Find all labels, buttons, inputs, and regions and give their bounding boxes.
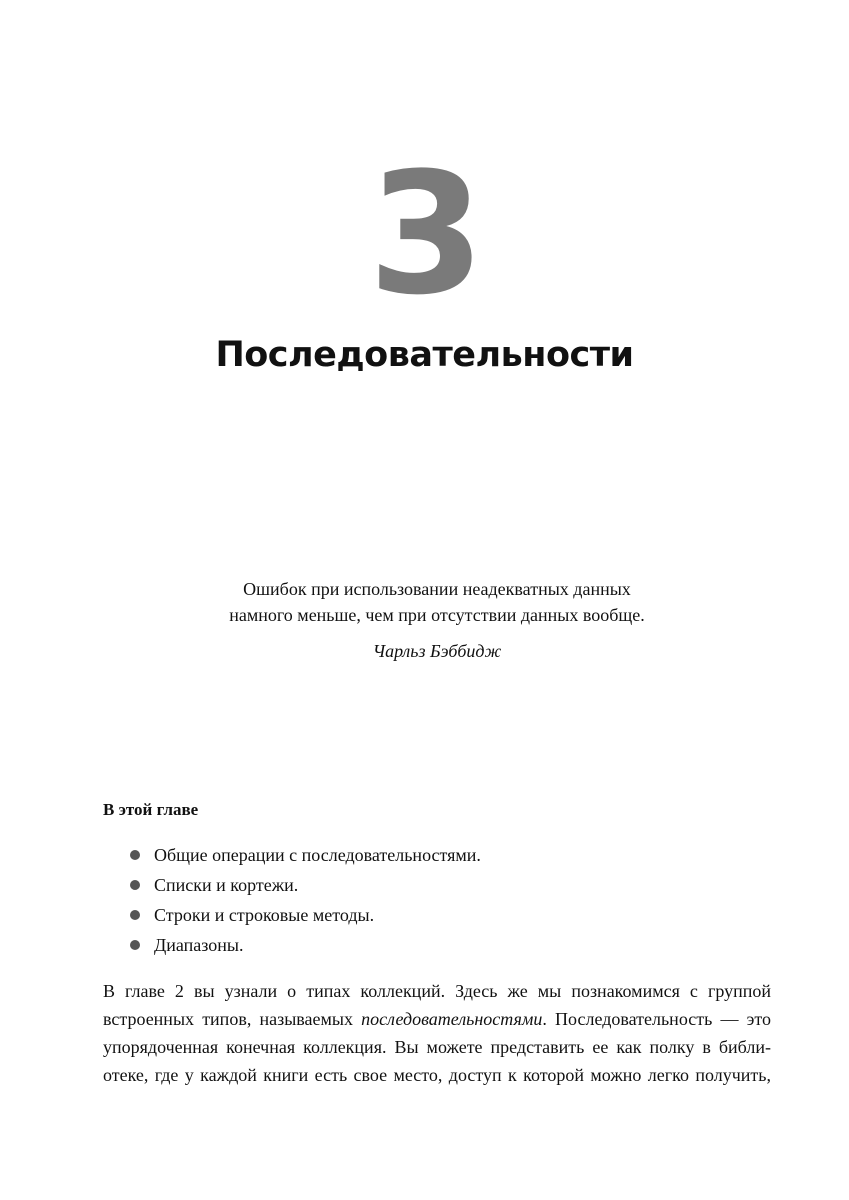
bullet-icon <box>130 910 140 920</box>
list-item-text: Списки и кортежи. <box>154 875 299 895</box>
body-paragraph <box>103 977 771 1089</box>
list-item-text: Строки и строковые методы. <box>154 905 375 925</box>
list-item <box>130 840 481 870</box>
epigraph-line: намного меньше, чем при отсутствии данных вообще. <box>229 605 645 625</box>
list-item-text: Диапазоны. <box>154 935 244 955</box>
epigraph-line: Ошибок при использовании неадекватных данных <box>243 579 631 599</box>
epigraph-author: Чарльз Бэббидж <box>372 641 502 661</box>
bullet-icon <box>130 880 140 890</box>
body-line: отеке, где у каждой книги есть свое место, доступ к которой можно легко получить, <box>103 1065 771 1085</box>
chapter-title: Последовательности <box>215 335 634 375</box>
body-text-fragment: встроенных типов, называемых <box>103 1009 362 1029</box>
topic-list <box>130 840 481 960</box>
list-item <box>130 900 481 930</box>
body-text-fragment: . Последовательность — это <box>542 1009 771 1029</box>
body-line: упорядоченная конечная коллекция. Вы можете представить ее как полку в библи- <box>103 1037 771 1057</box>
in-this-chapter-heading: В этой главе <box>103 800 199 819</box>
epigraph <box>0 576 849 664</box>
body-line <box>103 1005 771 1033</box>
bullet-icon <box>130 940 140 950</box>
term-emphasis: последовательностями <box>361 1009 543 1029</box>
list-item-text: Общие операции с последовательностями. <box>154 845 481 865</box>
list-item <box>130 870 481 900</box>
bullet-icon <box>130 850 140 860</box>
list-item <box>130 930 481 960</box>
chapter-number: 3 <box>368 136 481 332</box>
body-line: В главе 2 вы узнали о типах коллекций. Здесь же мы познакомимся с группой <box>103 981 771 1001</box>
